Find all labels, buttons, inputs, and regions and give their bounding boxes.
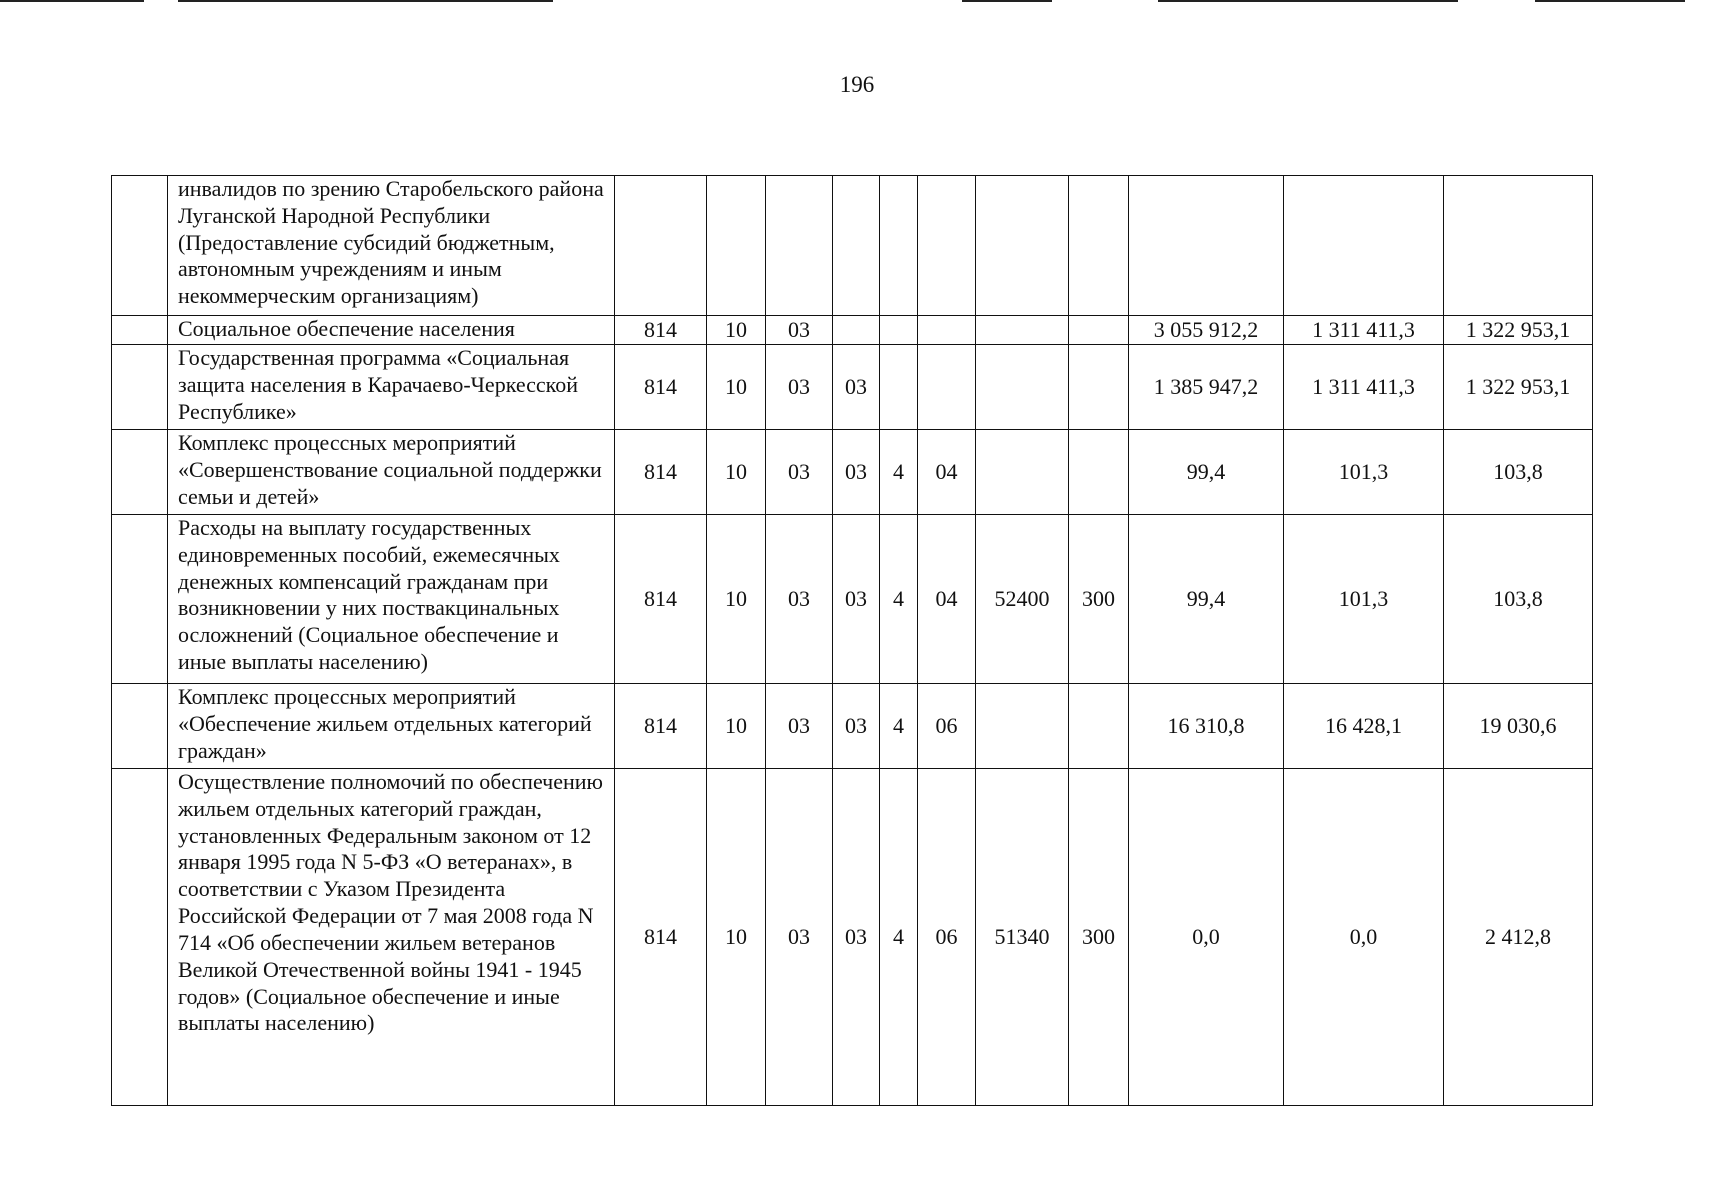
direction-code-cell (976, 684, 1069, 769)
program-code-cell: 03 (833, 684, 880, 769)
department-code-cell: 814 (615, 684, 707, 769)
amount-year2-cell: 0,0 (1284, 769, 1444, 1106)
department-code-cell (615, 176, 707, 316)
section-code-cell (707, 176, 766, 316)
subprogram-code-cell: 06 (918, 684, 976, 769)
page-number: 196 (839, 72, 875, 97)
department-code-cell: 814 (615, 345, 707, 430)
amount-year2-cell: 101,3 (1284, 430, 1444, 515)
expense-type-cell (1069, 316, 1129, 345)
table-row (112, 684, 1593, 769)
subsection-code-cell: 03 (766, 515, 833, 684)
amount-year3-cell: 2 412,8 (1444, 769, 1593, 1106)
subsection-code-cell: 03 (766, 769, 833, 1106)
amount-year1-cell: 1 385 947,2 (1129, 345, 1284, 430)
program-code-cell: 03 (833, 430, 880, 515)
item-name-cell: Государственная программа «Социальная защита населения в Карачаево-Черкесской Республике» (168, 345, 615, 430)
scan-edge-line (0, 0, 144, 2)
row-index-cell (112, 515, 168, 684)
section-code-cell: 10 (707, 316, 766, 345)
amount-year3-cell: 1 322 953,1 (1444, 316, 1593, 345)
amount-year3-cell (1444, 176, 1593, 316)
row-index-cell (112, 345, 168, 430)
department-code-cell: 814 (615, 515, 707, 684)
direction-code-cell (976, 345, 1069, 430)
amount-year3-cell: 1 322 953,1 (1444, 345, 1593, 430)
amount-year1-cell: 16 310,8 (1129, 684, 1284, 769)
amount-year2-cell: 16 428,1 (1284, 684, 1444, 769)
expense-type-cell (1069, 345, 1129, 430)
table-row (112, 430, 1593, 515)
amount-year1-cell: 0,0 (1129, 769, 1284, 1106)
table-row (112, 769, 1593, 1106)
subprogram-type-cell: 4 (880, 430, 918, 515)
item-name-cell: инвалидов по зрению Старобельского района Луганской Народной Республики (Предоставление субсидий бюджетным, автономным учреждениям и иным некоммерческим организациям) (168, 176, 615, 316)
amount-year3-cell: 103,8 (1444, 430, 1593, 515)
section-code-cell: 10 (707, 345, 766, 430)
subprogram-type-cell (880, 176, 918, 316)
amount-year2-cell (1284, 176, 1444, 316)
subsection-code-cell (766, 176, 833, 316)
amount-year1-cell (1129, 176, 1284, 316)
subprogram-code-cell (918, 176, 976, 316)
direction-code-cell (976, 176, 1069, 316)
table-row (112, 515, 1593, 684)
subprogram-code-cell (918, 345, 976, 430)
subsection-code-cell: 03 (766, 430, 833, 515)
subsection-code-cell: 03 (766, 345, 833, 430)
subprogram-type-cell: 4 (880, 515, 918, 684)
row-index-cell (112, 684, 168, 769)
item-name-cell: Расходы на выплату государственных единовременных пособий, ежемесячных денежных компенсаций гражданам при возникновении у них поствакцинальных осложнений (Социальное обеспечение и иные выплаты населению) (168, 515, 615, 684)
item-name-cell: Комплекс процессных мероприятий «Обеспечение жильем отдельных категорий граждан» (168, 684, 615, 769)
row-index-cell (112, 176, 168, 316)
subprogram-code-cell: 06 (918, 769, 976, 1106)
subprogram-code-cell: 04 (918, 515, 976, 684)
direction-code-cell (976, 316, 1069, 345)
budget-table (111, 175, 1593, 1106)
direction-code-cell (976, 430, 1069, 515)
amount-year1-cell: 99,4 (1129, 430, 1284, 515)
subprogram-type-cell (880, 345, 918, 430)
subprogram-code-cell: 04 (918, 430, 976, 515)
section-code-cell: 10 (707, 430, 766, 515)
subprogram-type-cell: 4 (880, 769, 918, 1106)
section-code-cell: 10 (707, 515, 766, 684)
department-code-cell: 814 (615, 316, 707, 345)
department-code-cell: 814 (615, 769, 707, 1106)
program-code-cell (833, 176, 880, 316)
subsection-code-cell: 03 (766, 316, 833, 345)
subprogram-type-cell (880, 316, 918, 345)
program-code-cell: 03 (833, 345, 880, 430)
amount-year1-cell: 99,4 (1129, 515, 1284, 684)
amount-year2-cell: 101,3 (1284, 515, 1444, 684)
row-index-cell (112, 430, 168, 515)
expense-type-cell (1069, 430, 1129, 515)
section-code-cell: 10 (707, 684, 766, 769)
row-index-cell (112, 316, 168, 345)
subprogram-code-cell (918, 316, 976, 345)
program-code-cell: 03 (833, 769, 880, 1106)
scan-edge-line (1535, 0, 1685, 2)
subsection-code-cell: 03 (766, 684, 833, 769)
expense-type-cell (1069, 684, 1129, 769)
section-code-cell: 10 (707, 769, 766, 1106)
direction-code-cell: 51340 (976, 769, 1069, 1106)
item-name-cell: Осуществление полномочий по обеспечению жильем отдельных категорий граждан, установленных Федеральным законом от 12 января 1995 года N 5-ФЗ «О ветеранах», в соответствии с Указом Президента Российской Федерации от 7 мая 2008 года N 714 «Об обеспечении жильем ветеранов Великой Отечественной войны 1941 - 1945 годов» (Социальное обеспечение и иные выплаты населению) (168, 769, 615, 1106)
expense-type-cell (1069, 176, 1129, 316)
expense-type-cell: 300 (1069, 515, 1129, 684)
department-code-cell: 814 (615, 430, 707, 515)
amount-year1-cell: 3 055 912,2 (1129, 316, 1284, 345)
program-code-cell: 03 (833, 515, 880, 684)
row-index-cell (112, 769, 168, 1106)
table-row (112, 345, 1593, 430)
amount-year3-cell: 103,8 (1444, 515, 1593, 684)
subprogram-type-cell: 4 (880, 684, 918, 769)
item-name-cell: Социальное обеспечение населения (168, 316, 615, 345)
scan-edge-line (178, 0, 553, 2)
scan-edge-line (962, 0, 1052, 2)
direction-code-cell: 52400 (976, 515, 1069, 684)
amount-year3-cell: 19 030,6 (1444, 684, 1593, 769)
amount-year2-cell: 1 311 411,3 (1284, 345, 1444, 430)
table-row (112, 176, 1593, 316)
table-row (112, 316, 1593, 345)
item-name-cell: Комплекс процессных мероприятий «Совершенствование социальной поддержки семьи и детей» (168, 430, 615, 515)
expense-type-cell: 300 (1069, 769, 1129, 1106)
amount-year2-cell: 1 311 411,3 (1284, 316, 1444, 345)
program-code-cell (833, 316, 880, 345)
scan-edge-line (1158, 0, 1458, 2)
